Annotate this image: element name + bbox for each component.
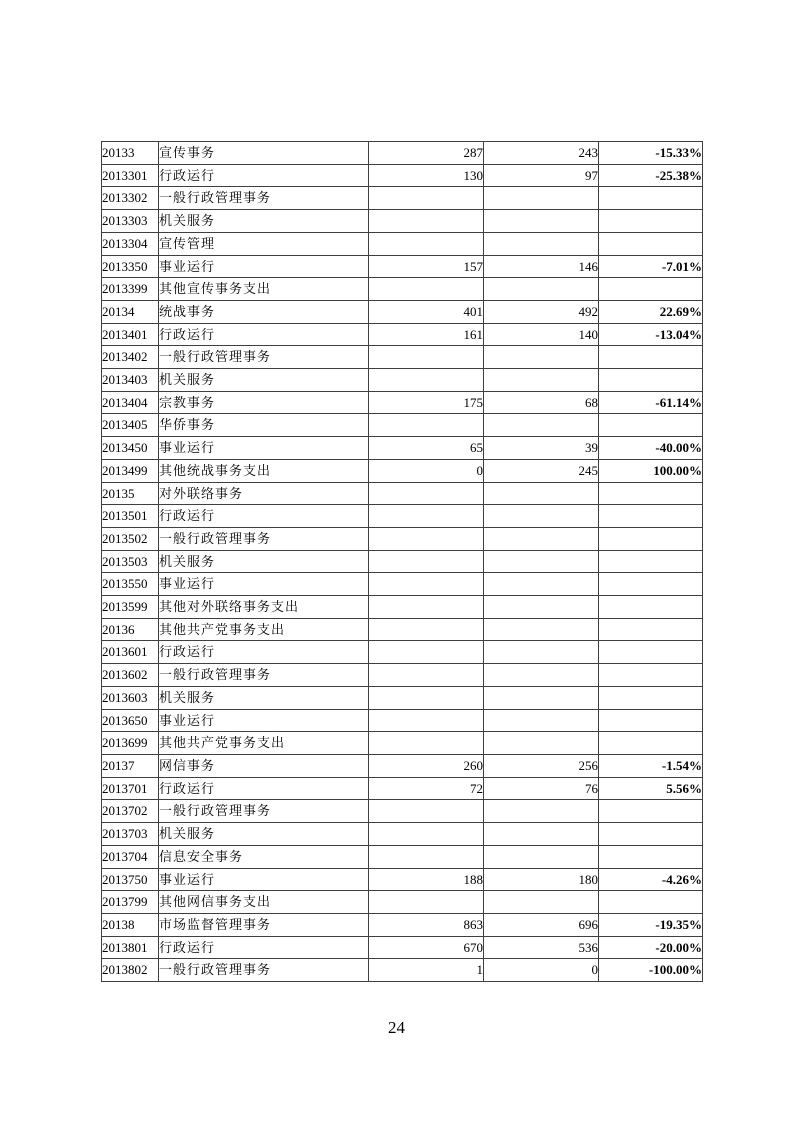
cell-function-code: 2013302 — [102, 187, 159, 210]
cell-value-previous: 245 — [484, 459, 599, 482]
cell-value-previous — [484, 187, 599, 210]
cell-function-name: 对外联络事务 — [159, 482, 369, 505]
cell-change-percent — [599, 845, 703, 868]
cell-change-percent: -100.00% — [599, 959, 703, 982]
cell-function-code: 2013699 — [102, 732, 159, 755]
cell-function-code: 20135 — [102, 482, 159, 505]
cell-change-percent: -7.01% — [599, 255, 703, 278]
cell-value-current: 130 — [369, 164, 484, 187]
cell-change-percent: -40.00% — [599, 437, 703, 460]
cell-value-current — [369, 800, 484, 823]
cell-value-current — [369, 527, 484, 550]
cell-function-name: 行政运行 — [159, 323, 369, 346]
cell-value-previous: 256 — [484, 754, 599, 777]
cell-function-code: 2013499 — [102, 459, 159, 482]
cell-value-previous — [484, 709, 599, 732]
cell-value-current — [369, 346, 484, 369]
table-row — [102, 573, 703, 596]
cell-value-previous — [484, 369, 599, 392]
cell-value-current — [369, 823, 484, 846]
cell-function-name: 行政运行 — [159, 641, 369, 664]
cell-change-percent — [599, 823, 703, 846]
cell-value-current — [369, 232, 484, 255]
budget-table — [101, 141, 703, 982]
cell-change-percent — [599, 573, 703, 596]
cell-function-name: 宣传事务 — [159, 142, 369, 165]
table-row — [102, 823, 703, 846]
cell-function-code: 2013450 — [102, 437, 159, 460]
cell-change-percent — [599, 414, 703, 437]
cell-value-previous: 243 — [484, 142, 599, 165]
cell-change-percent — [599, 891, 703, 914]
cell-function-code: 2013503 — [102, 550, 159, 573]
cell-value-previous — [484, 596, 599, 619]
cell-change-percent — [599, 346, 703, 369]
cell-value-previous — [484, 414, 599, 437]
cell-change-percent: 22.69% — [599, 300, 703, 323]
cell-function-name: 行政运行 — [159, 936, 369, 959]
cell-value-current — [369, 618, 484, 641]
cell-value-previous: 492 — [484, 300, 599, 323]
cell-change-percent — [599, 596, 703, 619]
cell-value-current: 65 — [369, 437, 484, 460]
cell-function-code: 2013403 — [102, 369, 159, 392]
cell-function-code: 2013350 — [102, 255, 159, 278]
cell-function-code: 2013603 — [102, 686, 159, 709]
cell-value-current — [369, 482, 484, 505]
cell-value-previous — [484, 527, 599, 550]
cell-function-name: 事业运行 — [159, 868, 369, 891]
cell-change-percent: -25.38% — [599, 164, 703, 187]
cell-value-previous: 0 — [484, 959, 599, 982]
table-row — [102, 142, 703, 165]
page-number: 24 — [388, 1018, 405, 1037]
cell-function-code: 2013702 — [102, 800, 159, 823]
cell-function-name: 事业运行 — [159, 255, 369, 278]
cell-function-code: 2013405 — [102, 414, 159, 437]
cell-value-previous — [484, 845, 599, 868]
cell-change-percent — [599, 641, 703, 664]
cell-function-name: 其他统战事务支出 — [159, 459, 369, 482]
cell-value-current: 401 — [369, 300, 484, 323]
cell-function-name: 事业运行 — [159, 709, 369, 732]
cell-function-name: 行政运行 — [159, 164, 369, 187]
table-row — [102, 618, 703, 641]
budget-table-body — [102, 142, 703, 982]
table-row — [102, 845, 703, 868]
cell-change-percent: -15.33% — [599, 142, 703, 165]
cell-value-current: 175 — [369, 391, 484, 414]
cell-value-current: 72 — [369, 777, 484, 800]
cell-change-percent — [599, 505, 703, 528]
cell-change-percent — [599, 732, 703, 755]
cell-value-previous — [484, 891, 599, 914]
cell-value-previous — [484, 232, 599, 255]
cell-function-name: 行政运行 — [159, 505, 369, 528]
cell-change-percent: -4.26% — [599, 868, 703, 891]
table-row — [102, 777, 703, 800]
cell-function-name: 机关服务 — [159, 686, 369, 709]
cell-value-previous — [484, 823, 599, 846]
cell-function-code: 2013401 — [102, 323, 159, 346]
cell-value-previous: 140 — [484, 323, 599, 346]
cell-function-code: 2013704 — [102, 845, 159, 868]
table-row — [102, 300, 703, 323]
cell-function-name: 宣传管理 — [159, 232, 369, 255]
cell-value-previous: 76 — [484, 777, 599, 800]
cell-function-code: 2013399 — [102, 278, 159, 301]
cell-change-percent — [599, 210, 703, 233]
cell-function-name: 网信事务 — [159, 754, 369, 777]
cell-function-name: 宗教事务 — [159, 391, 369, 414]
table-row — [102, 913, 703, 936]
cell-function-name: 信息安全事务 — [159, 845, 369, 868]
cell-change-percent — [599, 618, 703, 641]
cell-function-name: 机关服务 — [159, 823, 369, 846]
cell-function-name: 一般行政管理事务 — [159, 187, 369, 210]
cell-function-name: 一般行政管理事务 — [159, 527, 369, 550]
table-row — [102, 959, 703, 982]
cell-value-current: 188 — [369, 868, 484, 891]
cell-value-previous — [484, 732, 599, 755]
cell-function-code: 2013601 — [102, 641, 159, 664]
table-row — [102, 437, 703, 460]
cell-change-percent: -1.54% — [599, 754, 703, 777]
table-row — [102, 550, 703, 573]
cell-change-percent: 100.00% — [599, 459, 703, 482]
cell-function-code: 2013801 — [102, 936, 159, 959]
cell-value-current: 161 — [369, 323, 484, 346]
cell-function-code: 2013750 — [102, 868, 159, 891]
cell-value-current — [369, 187, 484, 210]
cell-value-previous: 68 — [484, 391, 599, 414]
table-row — [102, 232, 703, 255]
cell-value-current: 260 — [369, 754, 484, 777]
table-row — [102, 800, 703, 823]
table-row — [102, 527, 703, 550]
cell-value-current — [369, 573, 484, 596]
table-row — [102, 459, 703, 482]
cell-value-current: 157 — [369, 255, 484, 278]
cell-function-name: 机关服务 — [159, 369, 369, 392]
cell-function-code: 2013703 — [102, 823, 159, 846]
cell-change-percent — [599, 686, 703, 709]
cell-change-percent — [599, 550, 703, 573]
cell-value-current — [369, 505, 484, 528]
cell-value-previous — [484, 800, 599, 823]
cell-function-code: 2013599 — [102, 596, 159, 619]
table-row — [102, 686, 703, 709]
cell-value-current — [369, 641, 484, 664]
cell-change-percent — [599, 709, 703, 732]
table-row — [102, 664, 703, 687]
cell-function-name: 一般行政管理事务 — [159, 346, 369, 369]
cell-value-current — [369, 732, 484, 755]
cell-value-current — [369, 414, 484, 437]
cell-function-code: 20134 — [102, 300, 159, 323]
cell-function-code: 2013550 — [102, 573, 159, 596]
table-row — [102, 891, 703, 914]
cell-function-code: 2013802 — [102, 959, 159, 982]
cell-value-previous — [484, 482, 599, 505]
table-row — [102, 414, 703, 437]
table-row — [102, 596, 703, 619]
cell-function-name: 其他网信事务支出 — [159, 891, 369, 914]
cell-change-percent — [599, 278, 703, 301]
cell-function-code: 2013650 — [102, 709, 159, 732]
cell-value-current: 670 — [369, 936, 484, 959]
cell-value-current — [369, 686, 484, 709]
cell-function-name: 机关服务 — [159, 550, 369, 573]
table-row — [102, 709, 703, 732]
cell-change-percent — [599, 369, 703, 392]
cell-function-name: 事业运行 — [159, 437, 369, 460]
cell-value-current — [369, 550, 484, 573]
cell-function-name: 一般行政管理事务 — [159, 959, 369, 982]
cell-function-name: 其他共产党事务支出 — [159, 618, 369, 641]
table-row — [102, 754, 703, 777]
cell-function-code: 2013502 — [102, 527, 159, 550]
cell-function-name: 行政运行 — [159, 777, 369, 800]
cell-value-previous — [484, 278, 599, 301]
cell-value-current — [369, 709, 484, 732]
table-row — [102, 369, 703, 392]
table-row — [102, 482, 703, 505]
cell-function-code: 2013301 — [102, 164, 159, 187]
cell-function-name: 统战事务 — [159, 300, 369, 323]
cell-function-code: 2013303 — [102, 210, 159, 233]
cell-change-percent: -61.14% — [599, 391, 703, 414]
table-row — [102, 391, 703, 414]
cell-function-name: 事业运行 — [159, 573, 369, 596]
table-row — [102, 164, 703, 187]
cell-value-current — [369, 596, 484, 619]
cell-function-name: 其他共产党事务支出 — [159, 732, 369, 755]
cell-value-previous — [484, 618, 599, 641]
table-row — [102, 323, 703, 346]
table-row — [102, 187, 703, 210]
cell-value-previous — [484, 686, 599, 709]
cell-function-code: 20138 — [102, 913, 159, 936]
table-row — [102, 732, 703, 755]
cell-change-percent — [599, 482, 703, 505]
cell-function-code: 2013402 — [102, 346, 159, 369]
cell-value-previous — [484, 210, 599, 233]
cell-value-previous: 146 — [484, 255, 599, 278]
cell-value-current — [369, 664, 484, 687]
cell-value-previous — [484, 641, 599, 664]
cell-value-previous — [484, 573, 599, 596]
cell-function-code: 20133 — [102, 142, 159, 165]
cell-value-previous: 39 — [484, 437, 599, 460]
table-row — [102, 868, 703, 891]
cell-function-code: 2013404 — [102, 391, 159, 414]
cell-change-percent — [599, 800, 703, 823]
cell-function-code: 2013701 — [102, 777, 159, 800]
cell-function-code: 2013304 — [102, 232, 159, 255]
table-row — [102, 210, 703, 233]
cell-function-code: 2013501 — [102, 505, 159, 528]
cell-value-current — [369, 369, 484, 392]
cell-function-code: 2013602 — [102, 664, 159, 687]
cell-function-name: 一般行政管理事务 — [159, 800, 369, 823]
table-row — [102, 505, 703, 528]
cell-value-previous — [484, 346, 599, 369]
cell-change-percent — [599, 664, 703, 687]
cell-value-current — [369, 845, 484, 868]
table-row — [102, 346, 703, 369]
table-row — [102, 255, 703, 278]
cell-change-percent — [599, 187, 703, 210]
cell-function-name: 机关服务 — [159, 210, 369, 233]
cell-change-percent: -19.35% — [599, 913, 703, 936]
cell-function-name: 华侨事务 — [159, 414, 369, 437]
cell-value-current: 863 — [369, 913, 484, 936]
cell-value-current — [369, 278, 484, 301]
cell-value-previous — [484, 664, 599, 687]
cell-function-code: 20137 — [102, 754, 159, 777]
cell-function-code: 2013799 — [102, 891, 159, 914]
cell-change-percent — [599, 527, 703, 550]
cell-function-name: 其他对外联络事务支出 — [159, 596, 369, 619]
table-row — [102, 641, 703, 664]
cell-function-name: 其他宣传事务支出 — [159, 278, 369, 301]
cell-value-previous — [484, 550, 599, 573]
cell-value-current — [369, 891, 484, 914]
cell-function-name: 一般行政管理事务 — [159, 664, 369, 687]
table-row — [102, 936, 703, 959]
cell-value-previous: 696 — [484, 913, 599, 936]
cell-value-previous: 97 — [484, 164, 599, 187]
cell-change-percent — [599, 232, 703, 255]
cell-function-name: 市场监督管理事务 — [159, 913, 369, 936]
cell-change-percent: -13.04% — [599, 323, 703, 346]
cell-value-previous — [484, 505, 599, 528]
cell-value-current: 0 — [369, 459, 484, 482]
cell-value-current: 1 — [369, 959, 484, 982]
cell-change-percent: -20.00% — [599, 936, 703, 959]
cell-value-previous: 180 — [484, 868, 599, 891]
cell-value-current: 287 — [369, 142, 484, 165]
cell-value-previous: 536 — [484, 936, 599, 959]
cell-value-current — [369, 210, 484, 233]
table-row — [102, 278, 703, 301]
cell-function-code: 20136 — [102, 618, 159, 641]
cell-change-percent: 5.56% — [599, 777, 703, 800]
